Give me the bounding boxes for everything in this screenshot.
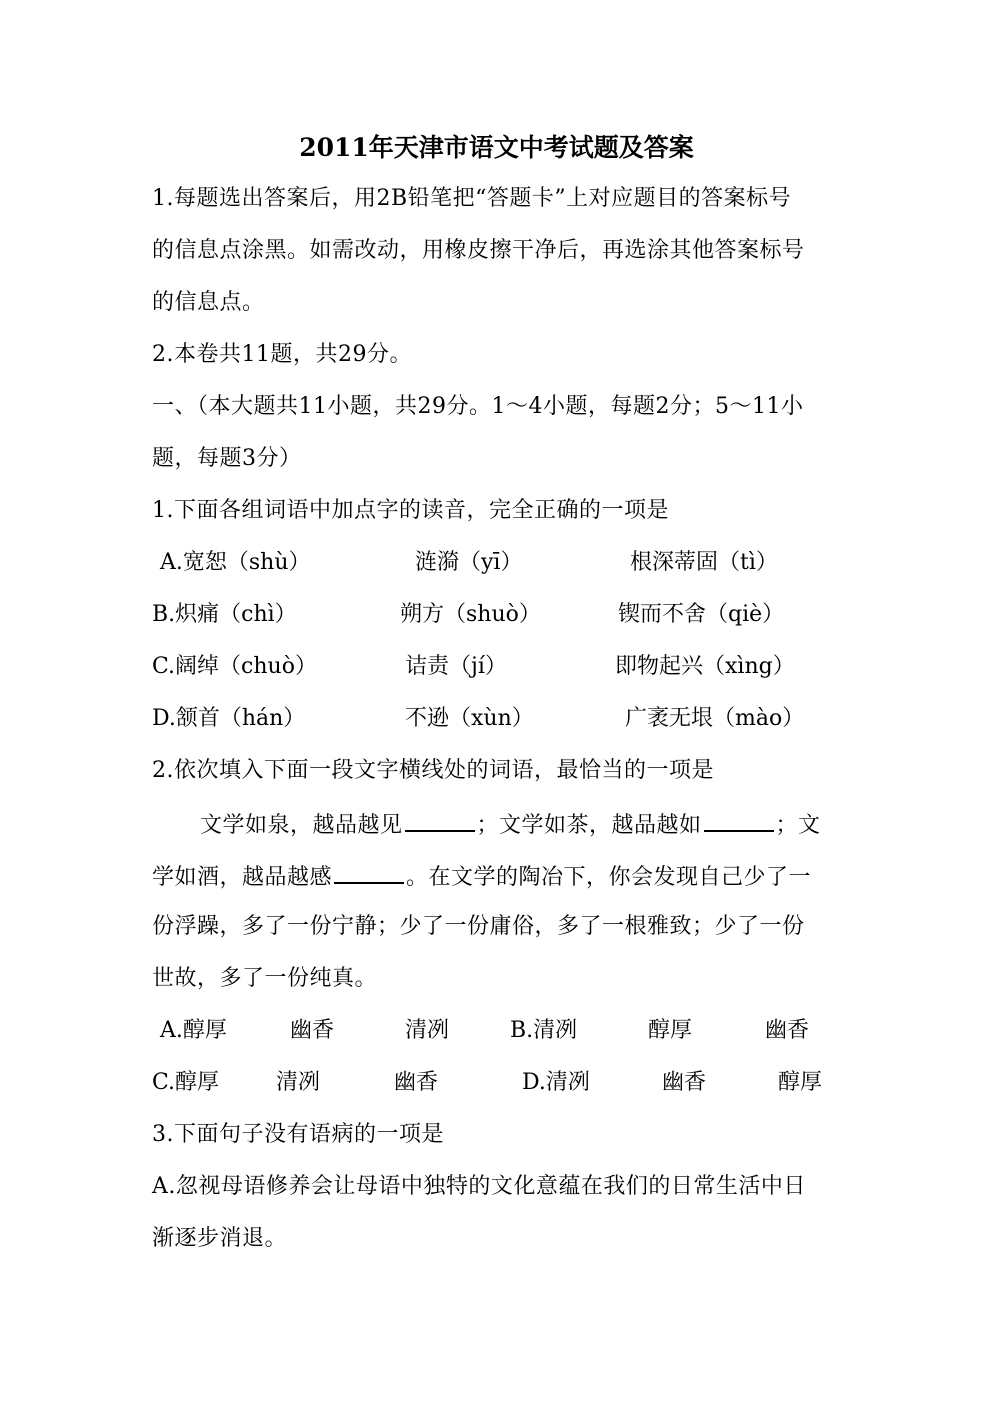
question-2-stem: 2.依次填入下面一段文字横线处的词语，最恰当的一项是 [152, 758, 714, 783]
q1-option-d-1: D.颔首（hán） [152, 706, 306, 731]
q3-option-a-line: A.忽视母语修养会让母语中独特的文化意蕴在我们的日常生活中日 [152, 1174, 806, 1199]
section-heading: 一、（本大题共11小题，共29分。1～4小题，每题2分；5～11小 [152, 394, 804, 419]
q2-option-c-1: C.醇厚 [152, 1070, 220, 1095]
fill-blank-1 [405, 808, 475, 832]
fill-blank-3 [334, 860, 404, 884]
q1-option-d-3: 广袤无垠（mào） [625, 706, 805, 731]
q2-option-b-2: 醇厚 [648, 1018, 693, 1043]
q2-passage-text: 。在文学的陶冶下，你会发现自己少了一 [406, 865, 812, 890]
q2-passage-line: 份浮躁，多了一份宁静；少了一份庸俗，多了一根雅致；少了一份 [152, 914, 805, 939]
q2-option-c-2: 清冽 [276, 1070, 321, 1095]
q2-option-d-2: 幽香 [662, 1070, 707, 1095]
q2-passage-text: ；文学如茶，越品越如 [476, 813, 702, 838]
q2-option-d-1: D.清冽 [522, 1070, 590, 1095]
q1-option-c-3: 即物起兴（xìng） [615, 654, 795, 679]
q2-passage-text: 文学如泉，越品越见 [200, 813, 403, 838]
q2-option-a-3: 清冽 [405, 1018, 450, 1043]
instruction-line: 1.每题选出答案后，用2B铅笔把“答题卡”上对应题目的答案标号 [152, 186, 792, 211]
q2-option-a-2: 幽香 [290, 1018, 335, 1043]
q1-option-a-2: 涟漪（yī） [415, 550, 523, 575]
q1-option-b-2: 朔方（shuò） [400, 602, 541, 627]
q1-option-d-2: 不逊（xùn） [405, 706, 534, 731]
instruction-line: 的信息点涂黑。如需改动，用橡皮擦干净后，再选涂其他答案标号 [152, 238, 805, 263]
q1-option-b-1: B.炽痛（chì） [152, 602, 297, 627]
question-3-stem: 3.下面句子没有语病的一项是 [152, 1122, 444, 1147]
instruction-line: 的信息点。 [152, 290, 265, 315]
question-1-stem: 1.下面各组词语中加点字的读音，完全正确的一项是 [152, 498, 669, 523]
q1-option-c-2: 诘责（jí） [405, 654, 507, 679]
q2-passage-text: ；文 [775, 813, 821, 838]
q2-passage-text: 学如酒，越品越感 [152, 865, 333, 890]
q2-option-b-3: 幽香 [765, 1018, 810, 1043]
q1-option-a-1: A.宽恕（shù） [160, 550, 311, 575]
q2-passage-line: 世故，多了一份纯真。 [152, 966, 378, 991]
page-title: 2011年天津市语文中考试题及答案 [299, 133, 694, 162]
instruction-line: 2.本卷共11题，共29分。 [152, 342, 412, 367]
q2-option-a-1: A.醇厚 [160, 1018, 227, 1043]
q2-passage-line [200, 808, 821, 841]
q2-option-c-3: 幽香 [394, 1070, 439, 1095]
q1-option-b-3: 锲而不舍（qiè） [618, 602, 785, 627]
section-heading: 题，每题3分） [152, 446, 302, 471]
q2-passage-line [152, 860, 811, 893]
q1-option-a-3: 根深蒂固（tì） [630, 550, 778, 575]
q1-option-c-1: C.阔绰（chuò） [152, 654, 317, 679]
q3-option-a-line: 渐逐步消退。 [152, 1226, 288, 1251]
fill-blank-2 [704, 808, 774, 832]
q2-option-d-3: 醇厚 [778, 1070, 823, 1095]
q2-option-b-1: B.清冽 [510, 1018, 578, 1043]
